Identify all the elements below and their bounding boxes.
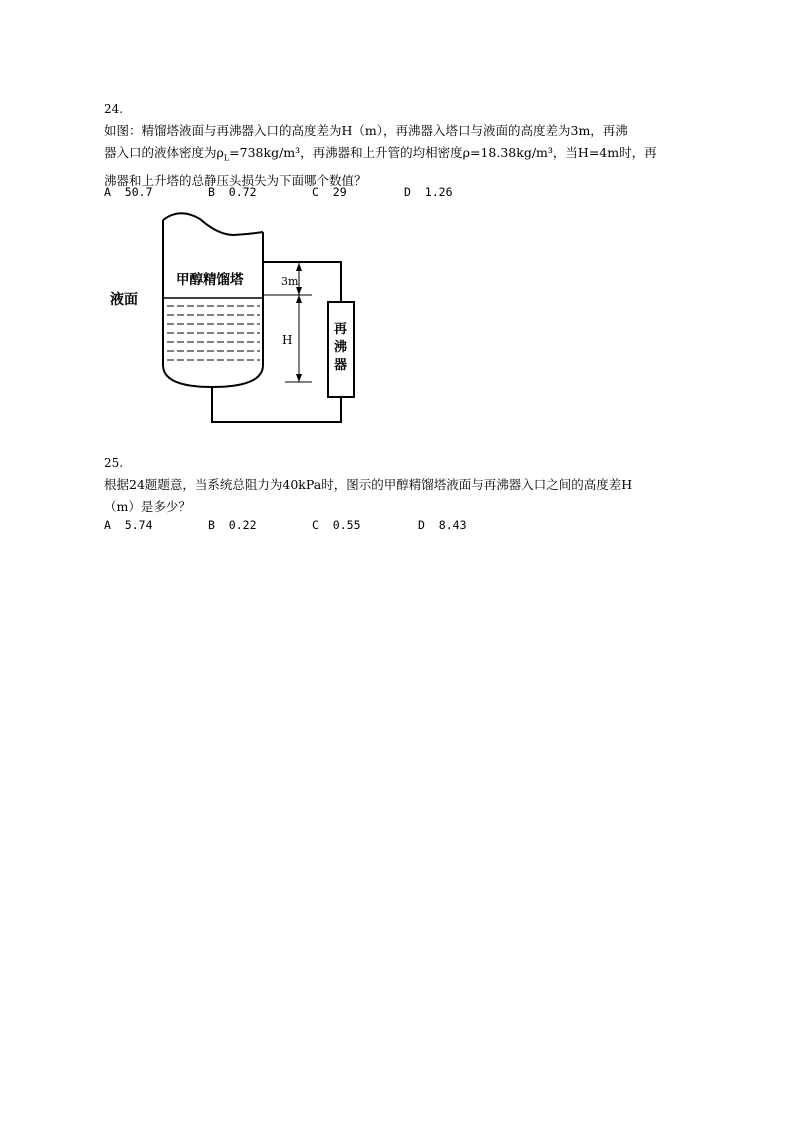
question-text-line-2: 器入口的液体密度为$\rho_L=738kg/m^3$，再沸器和上升管的均相密度ρ=18.38kg/m³，当H=4m时，再 [104, 145, 657, 163]
riser-pipe [263, 262, 341, 302]
option-a: A 5.74 [104, 518, 153, 532]
arrow-icon [296, 263, 302, 271]
question-number: 24. [104, 102, 124, 116]
option-b: B 0.22 [208, 518, 257, 532]
tower-label: 甲醇精馏塔 [176, 272, 244, 288]
reboiler-label-2: 沸 [334, 340, 348, 355]
question-text-line-2: （m）是多少？ [104, 499, 191, 514]
arrow-icon [296, 374, 302, 382]
density-subscript: L [223, 153, 230, 163]
liquid-label: 液面 [110, 292, 138, 308]
liquid-hatching [167, 306, 260, 360]
arrow-icon [296, 295, 302, 303]
tower-outline [163, 220, 263, 387]
dimension-h-label: H [282, 333, 293, 347]
tower-broken-top [163, 213, 263, 235]
option-c: C 0.55 [312, 518, 361, 532]
reboiler-label-3: 器 [334, 358, 348, 373]
option-d: D 1.26 [404, 185, 453, 199]
option-c: C 29 [312, 185, 347, 199]
dimension-3m-label: 3m [281, 275, 299, 288]
question-24 [104, 98, 684, 192]
distillation-diagram [100, 205, 360, 430]
bottom-pipe [212, 387, 341, 422]
question-25 [104, 452, 684, 518]
option-d: D 8.43 [418, 518, 467, 532]
question-text-line-1: 根据24题题意，当系统总阻力为40kPa时，图示的甲醇精馏塔液面与再沸器入口之间的高度差H [104, 477, 633, 492]
question-number: 25. [104, 456, 124, 470]
arrow-icon [296, 287, 302, 295]
question-text-line-3: 沸器和上升塔的总静压头损失为下面哪个数值？ [104, 172, 367, 188]
question-text-line-1: 如图：精馏塔液面与再沸器入口的高度差为H（m），再沸器入塔口与液面的高度差为3m，再沸 [104, 123, 628, 138]
option-b: B 0.72 [208, 185, 257, 199]
reboiler-label-1: 再 [334, 322, 348, 337]
option-a: A 50.7 [104, 185, 153, 199]
